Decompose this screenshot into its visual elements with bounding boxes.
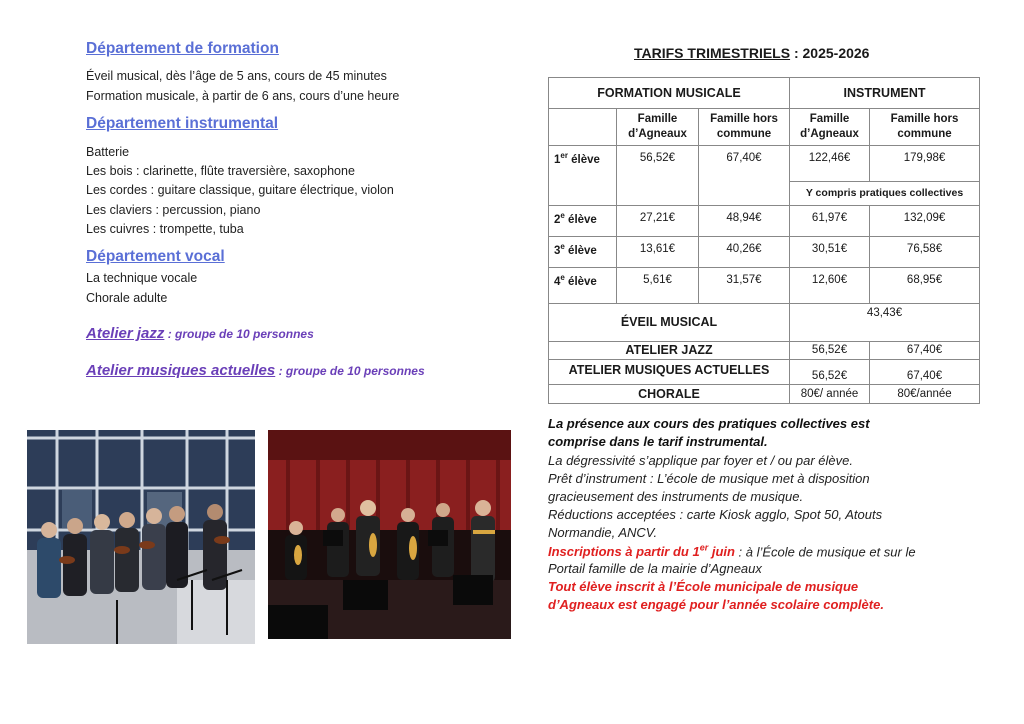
- tarifs-title: TARIFS TRIMESTRIELS: [634, 45, 791, 61]
- cell-in-hors: 76,58€: [870, 237, 980, 268]
- inscriptions-text-a: Inscriptions à partir du 1: [548, 544, 700, 560]
- row-number: 2: [554, 213, 561, 226]
- table-row-eveil: [549, 304, 980, 342]
- row-sup: e: [560, 242, 565, 251]
- inscriptions-sup: er: [699, 543, 709, 553]
- note-line-5: gracieusement des instruments de musique.: [548, 489, 804, 504]
- row-suffix: élève: [567, 153, 600, 166]
- actuelles-label: ATELIER MUSIQUES ACTUELLES: [549, 360, 790, 385]
- cell-in-hors: 68,95€: [870, 268, 980, 304]
- cell-fm-hors: 31,57€: [699, 268, 790, 304]
- row-number: 3: [554, 244, 561, 257]
- vocal-line-1: La technique vocale: [86, 271, 198, 285]
- cell-fm-agneaux: 27,21€: [617, 206, 699, 237]
- in-agneaux-l1: Famille: [809, 113, 850, 126]
- tarifs-heading: [634, 45, 869, 61]
- fm-hors-l2: commune: [716, 128, 772, 140]
- tarifs-year: : 2025-2026: [790, 45, 870, 61]
- in-agneaux-l2: d’Agneaux: [800, 128, 859, 140]
- cell-fm-agneaux: 56,52€: [617, 146, 699, 206]
- formation-line-2: Formation musicale, à partir de 6 ans, cours d’une heure: [86, 89, 400, 103]
- row-number: 4: [554, 275, 561, 288]
- cell-in-agneaux: 30,51€: [790, 237, 870, 268]
- subheader-empty-cell: [549, 109, 617, 146]
- eveil-label: ÉVEIL MUSICAL: [549, 304, 790, 342]
- cell-in-agneaux: 122,46€: [790, 146, 870, 182]
- row-sup: e: [560, 273, 565, 282]
- note-line-2: comprise dans le tarif instrumental.: [548, 434, 768, 449]
- band-photo: [268, 430, 511, 639]
- jazz-label: ATELIER JAZZ: [549, 342, 790, 360]
- atelier-jazz-subtitle: : groupe de 10 personnes: [164, 327, 314, 341]
- note-line-7: Normandie, ANCV.: [548, 525, 658, 540]
- jazz-agneaux: 56,52€: [790, 342, 870, 360]
- inscriptions-text-b: juin: [708, 544, 735, 560]
- students-photo-image: [27, 430, 255, 644]
- atelier-actuelles-heading: [86, 362, 425, 380]
- cell-fm-hors: 67,40€: [699, 146, 790, 206]
- dept-instrumental-title: Département instrumental: [86, 115, 279, 132]
- table-row-eleve-4: [549, 268, 980, 304]
- header-formation-musicale: FORMATION MUSICALE: [549, 78, 790, 109]
- subheader-fm-agneaux: [617, 109, 699, 146]
- cell-in-hors: 179,98€: [870, 146, 980, 182]
- instrumental-line-4: Les claviers : percussion, piano: [86, 203, 261, 217]
- atelier-actuelles-title: Atelier musiques actuelles: [86, 362, 276, 379]
- instrumental-line-3: Les cordes : guitare classique, guitare électrique, violon: [86, 183, 394, 197]
- table-subheader-row: [549, 109, 980, 146]
- table-row-eleve-3: [549, 237, 980, 268]
- tarifs-table: [548, 77, 980, 404]
- table-row-actuelles: [549, 360, 980, 385]
- cell-fm-hors: 40,26€: [699, 237, 790, 268]
- subheader-in-hors: [870, 109, 980, 146]
- note-line-3: La dégressivité s’applique par foyer et / ou par élève.: [548, 453, 853, 468]
- table-row-eleve-2: [549, 206, 980, 237]
- table-row-jazz: [549, 342, 980, 360]
- note-line-1: La présence aux cours des pratiques collectives est: [548, 416, 870, 431]
- chorale-hors: 80€/année: [870, 385, 980, 404]
- row-suffix: élève: [564, 244, 597, 257]
- cell-in-agneaux: 12,60€: [790, 268, 870, 304]
- band-photo-image: [268, 430, 511, 639]
- fm-hors-l1: Famille hors: [710, 113, 778, 126]
- vocal-line-2: Chorale adulte: [86, 291, 168, 305]
- fm-agneaux-l2: d’Agneaux: [628, 128, 687, 140]
- in-hors-l2: commune: [897, 128, 952, 140]
- fm-agneaux-l1: Famille: [637, 113, 678, 126]
- subheader-in-agneaux: [790, 109, 870, 146]
- cell-in-agneaux: 61,97€: [790, 206, 870, 237]
- chorale-agneaux: 80€/ année: [790, 385, 870, 404]
- note-line-4: Prêt d’instrument : L’école de musique met à disposition: [548, 471, 870, 486]
- atelier-actuelles-subtitle: : groupe de 10 personnes: [275, 364, 425, 378]
- students-photo: [27, 430, 255, 644]
- table-row-eleve-1: [549, 146, 980, 182]
- cell-fm-hors: 48,94€: [699, 206, 790, 237]
- cell-fm-agneaux: 5,61€: [617, 268, 699, 304]
- table-header-row: [549, 78, 980, 109]
- inscriptions-label: [548, 544, 735, 559]
- chorale-label: CHORALE: [549, 385, 790, 404]
- instrumental-line-5: Les cuivres : trompette, tuba: [86, 222, 244, 236]
- inscriptions-rest: : à l’École de musique et sur le: [734, 544, 916, 560]
- actuelles-hors: 67,40€: [870, 360, 980, 385]
- row-label-eleve-2: [549, 206, 617, 237]
- row-suffix: élève: [564, 275, 597, 288]
- atelier-jazz-title: Atelier jazz: [86, 325, 165, 342]
- eveil-value: 43,43€: [790, 304, 980, 342]
- instrumental-line-1: Batterie: [86, 145, 130, 159]
- dept-vocal-title: Département vocal: [86, 248, 225, 265]
- row-number: 1: [554, 153, 561, 166]
- header-instrument: INSTRUMENT: [790, 78, 980, 109]
- actuelles-agneaux: 56,52€: [790, 360, 870, 385]
- row-label-eleve-3: [549, 237, 617, 268]
- table-row-chorale: [549, 385, 980, 404]
- note-line-11: d’Agneaux est engagé pour l’année scolaire complète.: [548, 597, 884, 612]
- atelier-jazz-heading: [86, 325, 314, 343]
- cell-fm-agneaux: 13,61€: [617, 237, 699, 268]
- cell-in-hors: 132,09€: [870, 206, 980, 237]
- jazz-hors: 67,40€: [870, 342, 980, 360]
- row-label-eleve-4: [549, 268, 617, 304]
- dept-formation-title: Département de formation: [86, 40, 279, 57]
- instrumental-line-2: Les bois : clarinette, flûte traversière, saxophone: [86, 164, 355, 178]
- collectives-note: Y compris pratiques collectives: [790, 182, 980, 206]
- note-line-8: [548, 543, 916, 559]
- row-sup: er: [560, 151, 568, 160]
- row-sup: e: [560, 211, 565, 220]
- in-hors-l1: Famille hors: [890, 113, 959, 126]
- row-suffix: élève: [564, 213, 597, 226]
- note-line-6: Réductions acceptées : carte Kiosk agglo, Spot 50, Atouts: [548, 507, 883, 522]
- formation-line-1: Éveil musical, dès l’âge de 5 ans, cours de 45 minutes: [86, 69, 387, 83]
- subheader-fm-hors: [699, 109, 790, 146]
- row-label-eleve-1: [549, 146, 617, 206]
- note-line-9: Portail famille de la mairie d’Agneaux: [548, 561, 762, 576]
- note-line-10: Tout élève inscrit à l’École municipale de musique: [548, 579, 859, 594]
